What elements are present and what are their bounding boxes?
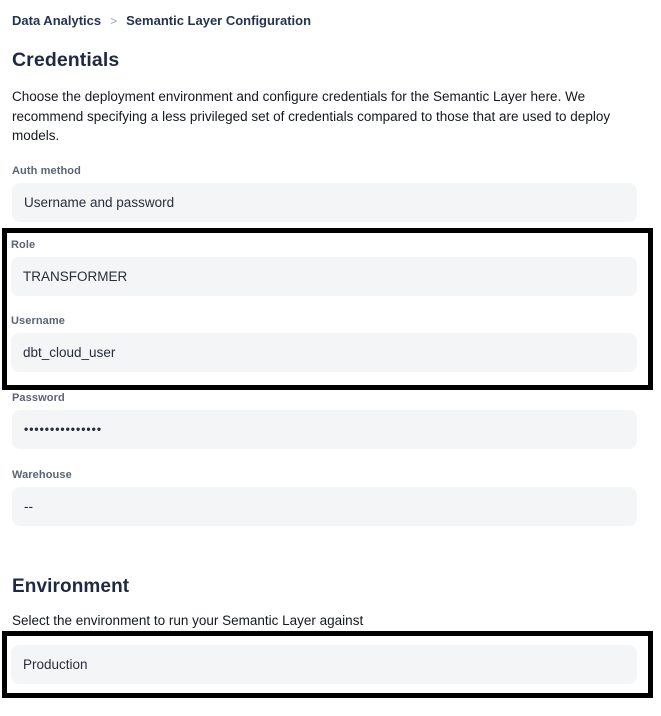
breadcrumb-item-data-analytics[interactable]: Data Analytics [12, 13, 102, 28]
environment-select[interactable]: Production [11, 645, 637, 684]
chevron-right-icon: > [110, 13, 118, 28]
warehouse-input[interactable]: -- [12, 487, 637, 526]
warehouse-label: Warehouse [12, 468, 72, 481]
username-label: Username [11, 314, 65, 327]
auth-method-field-group [12, 165, 637, 222]
highlight-box-environment [2, 631, 653, 698]
credentials-section-title: Credentials [12, 49, 120, 71]
credentials-section-description: Choose the deployment environment and configure credentials for the Semantic Layer here. We recommend specifying a less privileged set of credentials compared to those that are used to deploy models. [12, 89, 611, 144]
username-input[interactable]: dbt_cloud_user [11, 333, 637, 372]
highlight-box-role-username [2, 228, 653, 390]
environment-section-description: Select the environment to run your Semantic Layer against [12, 612, 364, 628]
auth-method-input[interactable]: Username and password [12, 183, 637, 222]
password-label: Password [12, 391, 65, 404]
environment-section-title: Environment [12, 575, 130, 597]
password-field-group [12, 392, 637, 449]
role-input[interactable]: TRANSFORMER [11, 257, 637, 296]
role-field-group [11, 239, 637, 296]
breadcrumb-item-semantic-layer-configuration[interactable]: Semantic Layer Configuration [126, 13, 312, 28]
breadcrumb [12, 13, 637, 28]
warehouse-field-group [12, 469, 637, 526]
username-field-group [11, 315, 637, 372]
password-input[interactable]: ••••••••••••••• [12, 410, 637, 449]
auth-method-label: Auth method [12, 164, 81, 177]
role-label: Role [11, 238, 36, 251]
